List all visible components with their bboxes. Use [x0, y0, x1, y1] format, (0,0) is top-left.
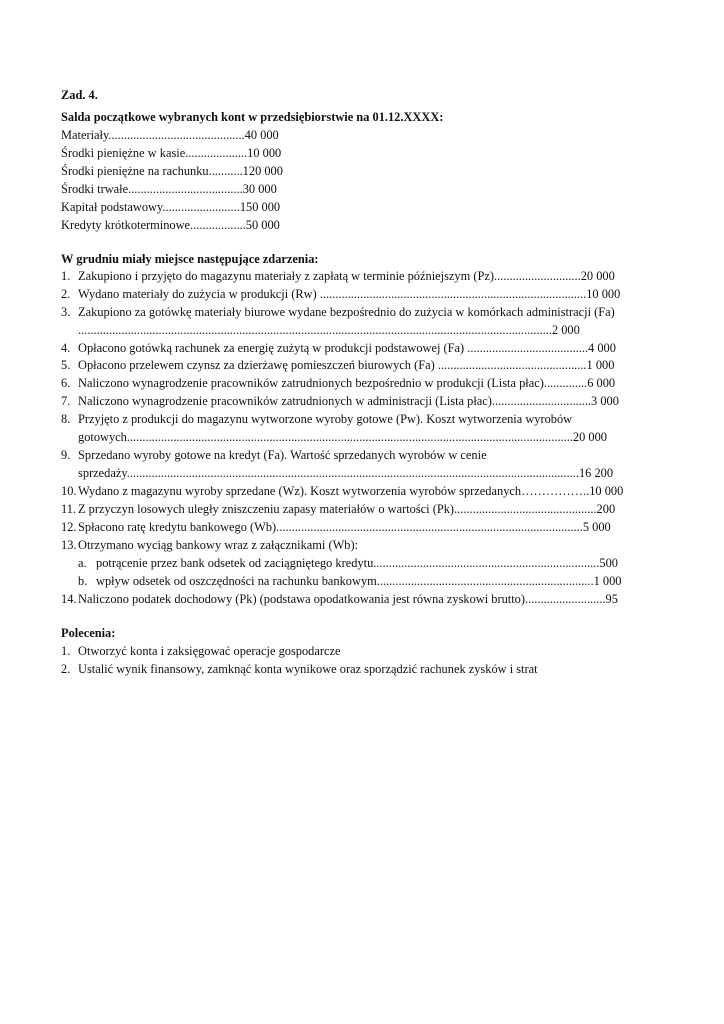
- balance-line: Środki trwałe.....................................30 000: [61, 182, 277, 196]
- tasks-heading: Polecenia:: [61, 626, 116, 640]
- task-text: Ustalić wynik finansowy, zamknąć konta wynikowe oraz sporządzić rachunek zysków i strat: [78, 662, 538, 676]
- event-text: Opłacono przelewem czynsz za dzierżawę pomieszczeń biurowych (Fa) ................................................1 000: [78, 358, 615, 372]
- event-text: Naliczono wynagrodzenie pracowników zatrudnionych bezpośrednio w produkcji (Lista płac)..............6 000: [78, 376, 616, 390]
- event-number: 12.: [61, 520, 77, 534]
- event-text: Z przyczyn losowych uległy zniszczeniu zapasy materiałów o wartości (Pk)..............................................200: [78, 502, 616, 516]
- sub-item-text: potrącenie przez bank odsetek od zaciągniętego kredytu.........................................................................500: [96, 556, 618, 570]
- balance-line: Materiały............................................40 000: [61, 128, 279, 142]
- event-text-continued: .........................................................................................................................................................2 000: [78, 323, 580, 337]
- event-text-continued: sprzedaży..................................................................................................................................................16 200: [78, 466, 614, 480]
- event-text: Opłacono gotówką rachunek za energię zużytą w produkcji podstawowej (Fa) .......................................4 000: [78, 341, 616, 355]
- sub-item-text: wpływ odsetek od oszczędności na rachunku bankowym......................................................................1 000: [96, 574, 622, 588]
- event-number: 4.: [61, 341, 71, 355]
- event-number: 6.: [61, 376, 71, 390]
- task-number: 1.: [61, 644, 71, 658]
- event-text: Otrzymano wyciąg bankowy wraz z załącznikami (Wb):: [78, 538, 359, 552]
- event-text: Wydano z magazynu wyroby sprzedane (Wz). Koszt wytworzenia wyrobów sprzedanych……………..10 000: [78, 484, 624, 498]
- events-heading: W grudniu miały miejsce następujące zdarzenia:: [61, 252, 319, 266]
- event-number: 3.: [61, 305, 71, 319]
- event-number: 5.: [61, 358, 71, 372]
- event-text-continued: gotowych................................................................................................................................................20 000: [78, 430, 608, 444]
- event-text: Przyjęto z produkcji do magazynu wytworzone wyroby gotowe (Pw). Koszt wytworzenia wyrobów: [78, 412, 573, 426]
- event-number: 10.: [61, 484, 77, 498]
- balance-line: Środki pieniężne w kasie....................10 000: [61, 146, 282, 160]
- event-number: 8.: [61, 412, 71, 426]
- event-number: 2.: [61, 287, 71, 301]
- event-text: Naliczono podatek dochodowy (Pk) (podstawa opodatkowania jest równa zyskowi brutto)..........................95: [78, 592, 618, 606]
- sub-item-label: b.: [78, 574, 88, 588]
- event-text: Zakupiono i przyjęto do magazynu materiały z zapłatą w terminie późniejszym (Pz)............................20 000: [78, 269, 615, 283]
- event-text: Zakupiono za gotówkę materiały biurowe wydane bezpośrednio do zużycia w komórkach administracji (Fa): [78, 305, 615, 319]
- event-number: 1.: [61, 269, 71, 283]
- event-number: 7.: [61, 394, 71, 408]
- event-text: Wydano materiały do zużycia w produkcji (Rw) ......................................................................................10 000: [78, 287, 621, 301]
- task-text: Otworzyć konta i zaksięgować operacje gospodarcze: [78, 644, 341, 658]
- event-text: Spłacono ratę kredytu bankowego (Wb)...................................................................................................5 000: [78, 520, 611, 534]
- task-number: 2.: [61, 662, 71, 676]
- event-number: 14.: [61, 592, 77, 606]
- sub-item-label: a.: [78, 556, 87, 570]
- balance-line: Kredyty krótkoterminowe..................50 000: [61, 218, 280, 232]
- task-title: Zad. 4.: [61, 88, 98, 102]
- balance-line: Kapitał podstawowy.........................150 000: [61, 200, 281, 214]
- event-number: 9.: [61, 448, 71, 462]
- event-text: Sprzedano wyroby gotowe na kredyt (Fa). Wartość sprzedanych wyrobów w cenie: [78, 448, 487, 462]
- balance-line: Środki pieniężne na rachunku...........120 000: [61, 164, 283, 178]
- balances-heading: Salda początkowe wybranych kont w przedsiębiorstwie na 01.12.XXXX:: [61, 110, 444, 124]
- event-number: 11.: [61, 502, 77, 516]
- event-number: 13.: [61, 538, 77, 552]
- event-text: Naliczono wynagrodzenie pracowników zatrudnionych w administracji (Lista płac)................................3 000: [78, 394, 619, 408]
